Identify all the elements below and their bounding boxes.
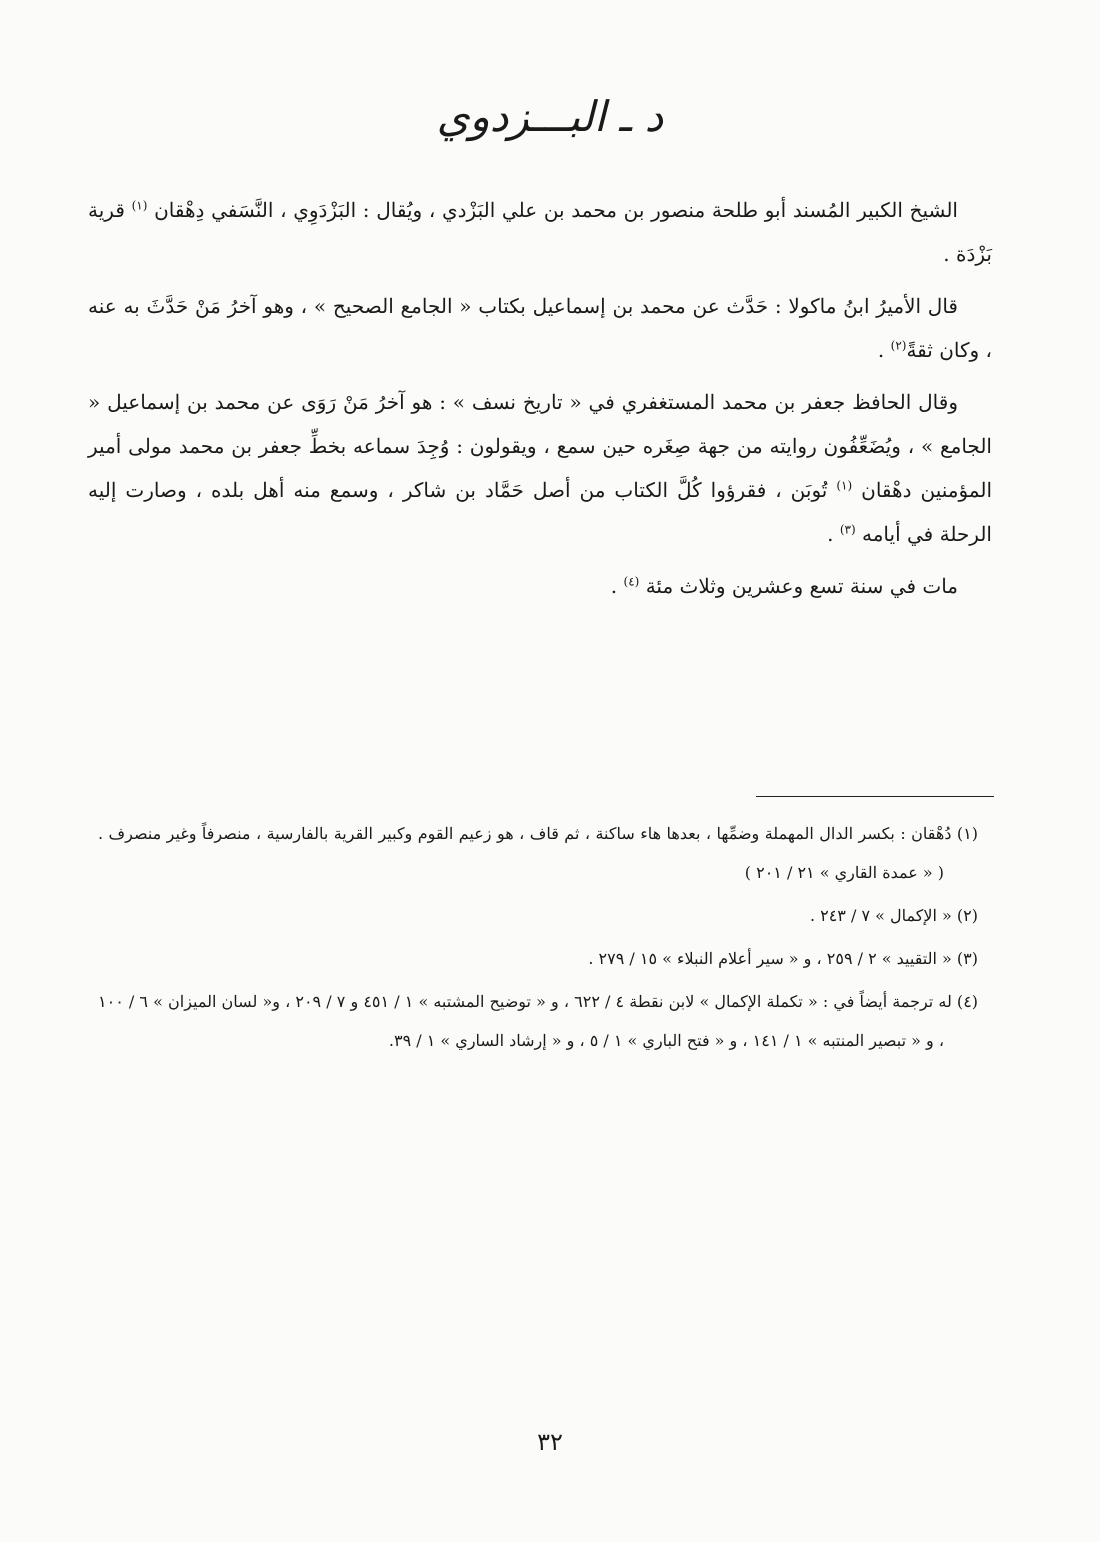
paragraph: قال الأميرُ ابنُ ماكولا : حَدَّث عن محمد بن إسماعيل بكتاب « الجامع الصحيح » ، وهو آخرُ مَنْ حَدَّثَ به عنه ، وكان ثقةً$^{(٢)}$ .: [88, 294, 992, 362]
footnote-marker: (٤): [623, 574, 640, 589]
footnote-marker: (١): [836, 478, 853, 493]
footnote-divider: [756, 796, 994, 797]
footnote-item: (٤) له ترجمة أيضاً في : « تكملة الإكمال » لابن نقطة ٤ / ٦٢٢ ، و « توضيح المشتبه » ١ / ٤٥١ و ٧ / ٢٠٩ ، و« لسان الميزان » ٦ / ١٠٠ ، و « تبصير المنتبه » ١ / ١٤١ ، و « فتح الباري » ١ / ٥ ، و « إرشاد الساري » ١ / ٣٩.: [98, 992, 979, 1050]
footnotes: [98, 814, 978, 1064]
paragraph: وقال الحافظ جعفر بن محمد المستغفري في « تاريخ نسف » : هو آخرُ مَنْ رَوَى عن محمد بن إسماعيل « الجامع » ، ويُضَعِّفُون روايته من جهة صِغَره حين سمع ، ويقولون : وُجِدَ سماعه بخطِّ جعفر بن محمد مولى أمير المؤمنين دهْقان $^{(١)}$ تُوبَن ، فقرؤوا كُلَّ الكتاب من أصل حَمَّاد بن شاكر ، وسمع منه أهل بلده ، وصارت إليه الرحلة في أيامه $^{(٣)}$ .: [88, 390, 993, 546]
footnote-marker: (٢): [890, 338, 907, 353]
main-text: [88, 188, 992, 616]
chapter-title: د ـ البـــزدوي: [436, 92, 664, 141]
footnote-marker: (٣): [839, 522, 856, 537]
footnote-marker: (١): [131, 198, 148, 213]
footnote-item: (١) دُهْقان : بكسر الدال المهملة وضمِّها ، بعدها هاء ساكنة ، ثم قاف ، هو زعيم القوم وكبير القرية بالفارسية ، منصرفاً وغير منصرف . ( « عمدة القاري » ٢١ / ٢٠١ ): [98, 824, 978, 882]
footnote-item: (٢) « الإكمال » ٧ / ٢٤٣ .: [809, 906, 978, 925]
paragraph: الشيخ الكبير المُسند أبو طلحة منصور بن محمد بن علي البَزْدي ، ويُقال : البَزْدَوِي ، النَّسَفي دِهْقان $^{(١)}$ قرية بَزْدَة .: [88, 198, 992, 266]
footnote-item: (٣) « التقييد » ٢ / ٢٥٩ ، و « سير أعلام النبلاء » ١٥ / ٢٧٩ .: [588, 949, 978, 968]
page-number: ٣٢: [537, 1428, 563, 1456]
paragraph: مات في سنة تسع وعشرين وثلاث مئة $^{(٤)}$ .: [610, 574, 958, 598]
